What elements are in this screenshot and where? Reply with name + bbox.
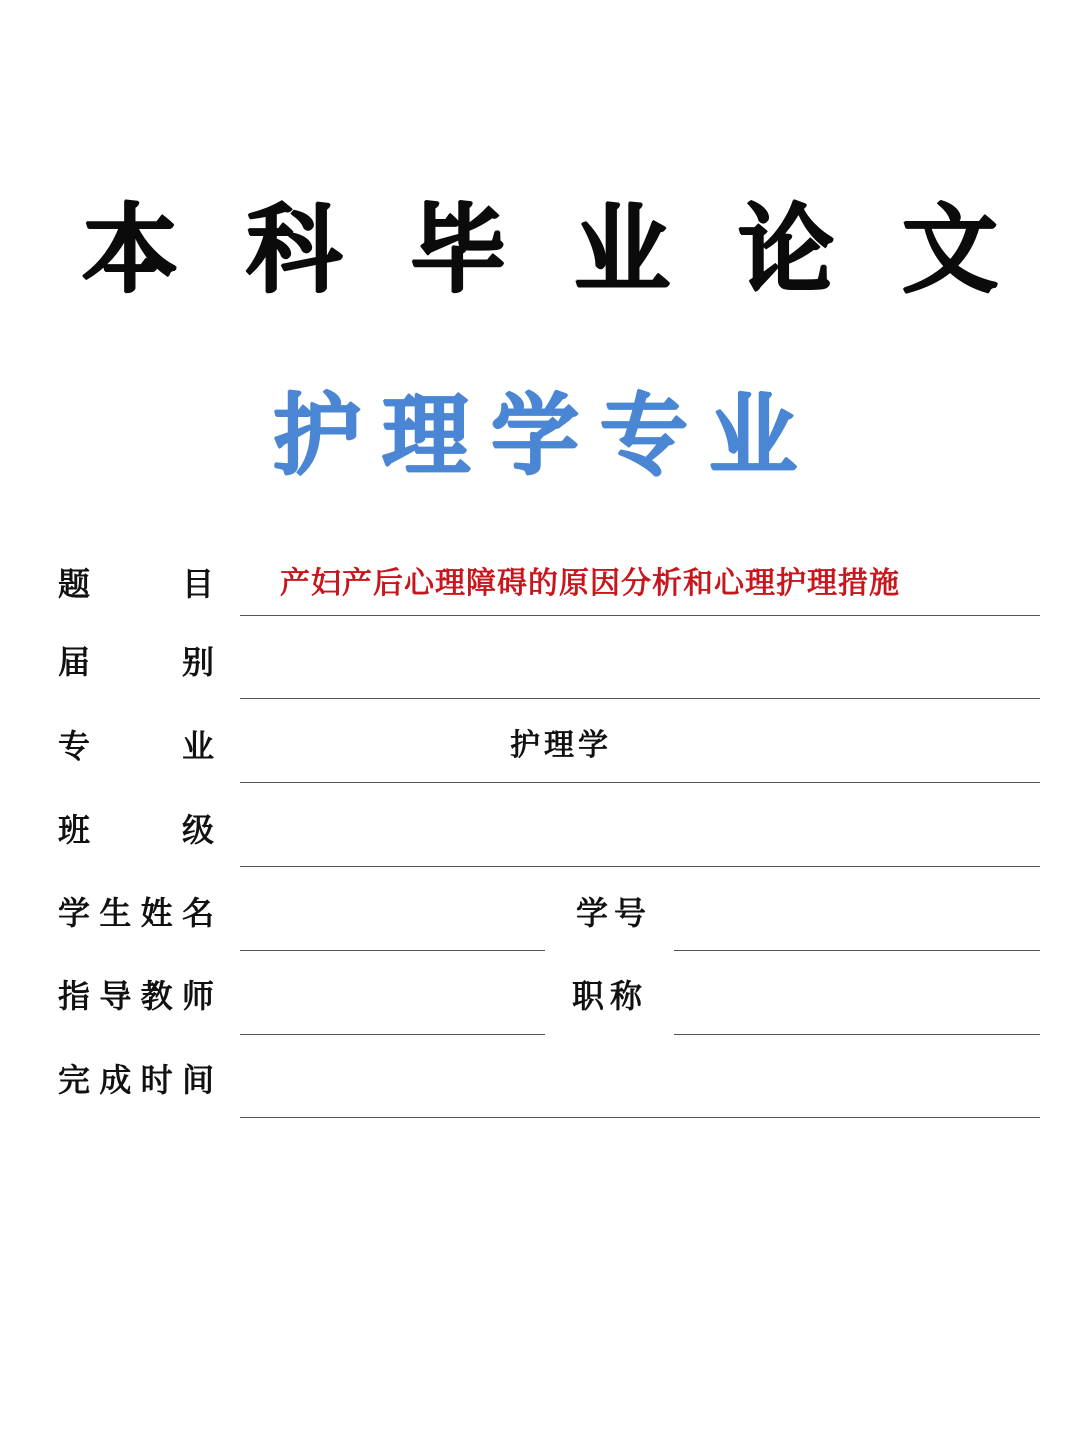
student-name-label-char: 姓	[140, 894, 173, 932]
student-id-underline	[674, 950, 1040, 951]
advisor-label-char: 教	[140, 977, 173, 1015]
major-label-char: 专	[58, 727, 91, 765]
main-title-char: 毕	[410, 193, 506, 306]
subtitle-char: 业	[708, 383, 797, 487]
student-name-label-char: 生	[99, 894, 132, 932]
subtitle-char: 学	[490, 383, 579, 487]
completion-time-label-char: 成	[99, 1061, 132, 1099]
major-subtitle	[265, 380, 805, 490]
completion-time-label-char: 时	[140, 1061, 173, 1099]
completion-time-label-char: 完	[58, 1061, 91, 1099]
session-label	[58, 642, 214, 682]
completion-time-label	[58, 1060, 214, 1100]
main-title-char: 科	[246, 193, 342, 306]
subtitle-char: 理	[381, 383, 470, 487]
completion-time-underline	[240, 1117, 1040, 1118]
main-title-char: 业	[574, 193, 670, 306]
subtitle-char: 专	[599, 383, 688, 487]
advisor-label-char: 导	[99, 977, 132, 1015]
topic-value[interactable]: 产妇产后心理障碍的原因分析和心理护理措施	[280, 566, 900, 601]
subtitle-char: 护	[272, 383, 361, 487]
advisor-title-label: 职称	[572, 977, 649, 1015]
class-underline	[240, 866, 1040, 867]
main-title-char: 本	[82, 193, 178, 306]
main-title	[70, 190, 1010, 310]
major-underline	[240, 782, 1040, 783]
session-label-char: 届	[58, 643, 91, 681]
student-name-label-char: 学	[58, 894, 91, 932]
advisor-label-char: 指	[58, 977, 91, 1015]
topic-label-char: 题	[58, 565, 91, 603]
student-name-label	[58, 893, 214, 933]
session-underline	[240, 698, 1040, 699]
student-name-underline	[240, 950, 545, 951]
topic-label	[58, 564, 214, 604]
class-label-char: 级	[181, 811, 214, 849]
major-label	[58, 726, 214, 766]
advisor-label-char: 师	[181, 977, 214, 1015]
student-name-label-char: 名	[181, 894, 214, 932]
main-title-char: 文	[902, 193, 998, 306]
advisor-label	[58, 976, 214, 1016]
class-label	[58, 810, 214, 850]
session-label-char: 别	[181, 643, 214, 681]
advisor-title-underline	[674, 1034, 1040, 1035]
topic-underline	[240, 615, 1040, 616]
main-title-char: 论	[738, 193, 834, 306]
student-id-label: 学号	[576, 894, 653, 932]
completion-time-label-char: 间	[181, 1061, 214, 1099]
class-label-char: 班	[58, 811, 91, 849]
advisor-underline	[240, 1034, 545, 1035]
major-value[interactable]: 护理学	[510, 728, 612, 763]
topic-label-char: 目	[181, 565, 214, 603]
major-label-char: 业	[181, 727, 214, 765]
